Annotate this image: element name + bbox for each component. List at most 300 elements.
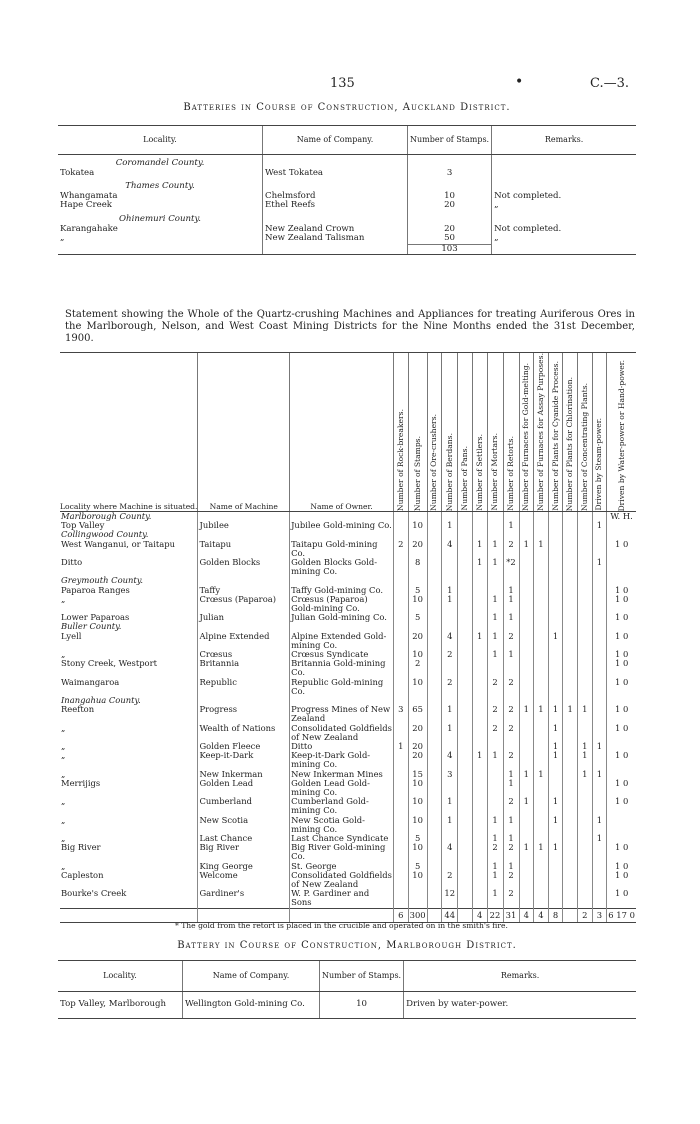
column-header: [198, 353, 290, 512]
locality-cell: Big River: [61, 842, 101, 853]
value-cell: 1: [487, 862, 503, 871]
empty-cell: [458, 576, 473, 585]
value-cell: [458, 595, 473, 613]
value-cell: [534, 595, 549, 613]
empty-cell: [472, 576, 487, 585]
empty-cell: [492, 244, 636, 255]
column-header: [548, 353, 563, 512]
value-cell: 1 0: [607, 751, 636, 769]
value-cell: 1: [487, 834, 503, 843]
value-cell: 1: [503, 586, 519, 595]
total-cell: 2: [578, 908, 593, 922]
value-cell: [427, 595, 442, 613]
value-cell: 1: [503, 595, 519, 613]
company-cell: West Tokatea: [263, 169, 408, 179]
machine-cell: Welcome: [198, 871, 290, 889]
value-cell: [458, 751, 473, 769]
value-cell: [592, 797, 607, 815]
value-cell: [472, 816, 487, 834]
column-header: Name of Company.: [263, 126, 408, 155]
value-cell: 1: [442, 816, 458, 834]
column-header: [290, 353, 394, 512]
value-cell: [427, 779, 442, 797]
column-header-label: Number of Furnaces for Assay Purposes.: [535, 353, 545, 511]
value-cell: [563, 770, 578, 779]
value-cell: *2: [503, 558, 519, 576]
value-cell: [578, 889, 593, 908]
owner-cell: Golden Blocks Gold-mining Co.: [290, 558, 394, 576]
value-cell: [427, 678, 442, 696]
value-cell: [534, 632, 549, 650]
table-row: [60, 595, 636, 613]
value-cell: 1 0: [607, 595, 636, 613]
value-cell: 1: [472, 632, 487, 650]
value-cell: 1 0: [607, 797, 636, 815]
value-cell: 1: [487, 613, 503, 622]
value-cell: [458, 586, 473, 595]
value-cell: [394, 650, 409, 659]
value-cell: [534, 586, 549, 595]
empty-cell: [487, 576, 503, 585]
value-cell: [578, 521, 593, 530]
value-cell: 2: [503, 678, 519, 696]
value-cell: [458, 613, 473, 622]
value-cell: [487, 521, 503, 530]
column-header: [60, 353, 198, 512]
value-cell: [534, 889, 549, 908]
empty-cell: [578, 530, 593, 539]
value-cell: [519, 751, 534, 769]
value-cell: [592, 659, 607, 677]
total-cell: 44: [442, 908, 458, 922]
value-cell: [394, 871, 409, 889]
value-cell: [534, 558, 549, 576]
value-cell: 20: [408, 724, 427, 742]
empty-cell: [578, 576, 593, 585]
value-cell: [519, 586, 534, 595]
value-cell: [563, 650, 578, 659]
empty-cell: [263, 155, 408, 169]
value-cell: [519, 889, 534, 908]
value-cell: [458, 816, 473, 834]
value-cell: [519, 742, 534, 751]
value-cell: [563, 816, 578, 834]
value-cell: 20: [408, 540, 427, 558]
table-row: [60, 558, 636, 576]
value-cell: 1: [503, 521, 519, 530]
column-header: Locality.: [58, 126, 263, 155]
table-row: [58, 234, 636, 244]
value-cell: [472, 770, 487, 779]
value-cell: 1: [534, 770, 549, 779]
wh-note: W. H.: [607, 511, 636, 521]
empty-cell: [492, 211, 636, 225]
value-cell: 2: [394, 540, 409, 558]
value-cell: [592, 613, 607, 622]
locality-cell: „: [61, 722, 66, 733]
empty-cell: [458, 696, 473, 705]
remarks-cell: „: [492, 234, 636, 244]
remarks-cell: „: [492, 201, 636, 211]
value-cell: [563, 595, 578, 613]
owner-cell: Crœsus (Paparoa) Gold-mining Co.: [290, 595, 394, 613]
empty-cell: [394, 511, 409, 521]
value-cell: [592, 751, 607, 769]
value-cell: 2: [503, 540, 519, 558]
column-header: Name of Company.: [183, 961, 320, 992]
value-cell: [563, 613, 578, 622]
value-cell: [427, 862, 442, 871]
empty-cell: [427, 511, 442, 521]
value-cell: [487, 659, 503, 677]
value-cell: 1: [578, 751, 593, 769]
total-cell: 6: [394, 908, 409, 922]
value-cell: [442, 659, 458, 677]
value-cell: 65: [408, 705, 427, 723]
owner-cell: Julian Gold-mining Co.: [290, 613, 394, 622]
value-cell: [563, 724, 578, 742]
value-cell: 1: [503, 613, 519, 622]
value-cell: 2: [408, 659, 427, 677]
value-cell: 1 0: [607, 724, 636, 742]
value-cell: [427, 613, 442, 622]
value-cell: [394, 889, 409, 908]
empty-cell: [563, 530, 578, 539]
empty-cell: [534, 511, 549, 521]
value-cell: [394, 724, 409, 742]
empty-cell: [563, 622, 578, 631]
owner-cell: Keep-it-Dark Gold-mining Co.: [290, 751, 394, 769]
column-header: [458, 353, 473, 512]
owner-cell: Taitapu Gold-mining Co.: [290, 540, 394, 558]
value-cell: 2: [503, 751, 519, 769]
value-cell: 10: [408, 595, 427, 613]
value-cell: [607, 816, 636, 834]
value-cell: 1: [442, 595, 458, 613]
value-cell: 4: [442, 632, 458, 650]
value-cell: 1 0: [607, 650, 636, 659]
value-cell: 1: [534, 843, 549, 861]
value-cell: [592, 779, 607, 797]
value-cell: [578, 834, 593, 843]
column-header: [578, 353, 593, 512]
value-cell: [534, 779, 549, 797]
table-header-row: [58, 961, 636, 992]
empty-cell: [263, 244, 408, 255]
machine-cell: Britannia: [198, 659, 290, 677]
value-cell: [427, 540, 442, 558]
remarks-cell: Not completed.: [492, 192, 636, 202]
locality-cell: „: [61, 860, 66, 871]
value-cell: [534, 862, 549, 871]
owner-cell: Big River Gold-mining Co.: [290, 843, 394, 861]
value-cell: [563, 843, 578, 861]
column-header-label: Number of Rock-breakers.: [395, 408, 405, 511]
value-cell: [427, 843, 442, 861]
stamps-cell: 10: [408, 192, 492, 202]
value-cell: [534, 613, 549, 622]
column-header: [472, 353, 487, 512]
value-cell: [578, 678, 593, 696]
value-cell: [592, 595, 607, 613]
machines-table-body: [60, 511, 636, 922]
total-cell: 4: [534, 908, 549, 922]
value-cell: 2: [503, 889, 519, 908]
value-cell: [519, 659, 534, 677]
empty-cell: [563, 511, 578, 521]
value-cell: [548, 613, 563, 622]
machine-cell: New Scotia: [198, 816, 290, 834]
value-cell: [519, 595, 534, 613]
value-cell: [394, 862, 409, 871]
value-cell: [458, 558, 473, 576]
value-cell: 1: [487, 632, 503, 650]
owner-cell: Consolidated Goldfields of New Zealand: [291, 722, 392, 742]
value-cell: [394, 659, 409, 677]
empty-cell: [58, 244, 263, 255]
column-header: Locality.: [58, 961, 183, 992]
machine-cell: Golden Blocks: [198, 558, 290, 576]
value-cell: [472, 779, 487, 797]
value-cell: [563, 779, 578, 797]
stamps-cell: 3: [408, 169, 492, 179]
value-cell: 1: [472, 558, 487, 576]
value-cell: [519, 613, 534, 622]
owner-cell: Progress Mines of New Zealand: [290, 705, 394, 723]
empty-cell: [534, 622, 549, 631]
table-row: [58, 201, 636, 211]
value-cell: 20: [408, 632, 427, 650]
empty-cell: [592, 576, 607, 585]
value-cell: [472, 871, 487, 889]
value-cell: [427, 586, 442, 595]
value-cell: [408, 889, 427, 908]
locality-cell: „: [61, 796, 66, 807]
owner-cell: W. P. Gardiner and Sons: [290, 889, 394, 908]
auckland-batteries-table: [58, 125, 636, 255]
value-cell: [563, 742, 578, 751]
column-header-label: Name of Owner.: [310, 501, 373, 511]
value-cell: [563, 678, 578, 696]
machine-cell: Progress: [198, 705, 290, 723]
value-cell: [534, 724, 549, 742]
company-cell: New Zealand Talisman: [263, 234, 408, 244]
total-cell: 4: [519, 908, 534, 922]
column-header-label: Number of Mortars.: [490, 433, 499, 511]
value-cell: 1: [548, 705, 563, 723]
table-row: [60, 659, 636, 677]
value-cell: 5: [408, 613, 427, 622]
stamps-total: 103: [408, 244, 492, 255]
value-cell: [442, 613, 458, 622]
value-cell: 1: [592, 834, 607, 843]
table-row: [58, 992, 636, 1019]
value-cell: [472, 595, 487, 613]
company-cell: Wellington Gold-mining Co.: [183, 992, 320, 1019]
value-cell: [578, 586, 593, 595]
owner-cell: Last Chance Syndicate: [290, 834, 394, 843]
value-cell: 1: [548, 751, 563, 769]
column-header: [487, 353, 503, 512]
empty-cell: [519, 576, 534, 585]
value-cell: 1: [519, 705, 534, 723]
value-cell: [472, 678, 487, 696]
value-cell: [458, 834, 473, 843]
value-cell: [458, 779, 473, 797]
value-cell: 1 0: [607, 871, 636, 889]
value-cell: [472, 862, 487, 871]
value-cell: [548, 770, 563, 779]
empty-cell: [534, 576, 549, 585]
value-cell: 1: [442, 724, 458, 742]
locality-cell: West Wanganui, or Taitapu: [61, 538, 176, 549]
value-cell: [503, 659, 519, 677]
empty-cell: [263, 211, 408, 225]
value-cell: [472, 797, 487, 815]
value-cell: 1: [592, 558, 607, 576]
table-row: [60, 871, 636, 889]
value-cell: [607, 558, 636, 576]
value-cell: [592, 724, 607, 742]
value-cell: [592, 678, 607, 696]
value-cell: [563, 659, 578, 677]
document-reference: C.—3.: [590, 76, 630, 91]
column-header-label: Number of Plants for Cyanide Process.: [550, 361, 560, 511]
locality-cell: Tokatea: [60, 167, 95, 178]
value-cell: [592, 705, 607, 723]
value-cell: 15: [408, 770, 427, 779]
value-cell: [534, 659, 549, 677]
empty-cell: [492, 178, 636, 192]
value-cell: [519, 558, 534, 576]
value-cell: 2: [487, 678, 503, 696]
machine-cell: Cumberland: [198, 797, 290, 815]
empty-cell: [548, 576, 563, 585]
value-cell: [563, 632, 578, 650]
value-cell: [427, 659, 442, 677]
statement-text: Statement showing the Whole of the Quartz-crushing Machines and Appliances for treating Auriferous Ores in the Marlborough, Nelson, and West Coast Mining Districts for the Nine Months ended the 31st December, 1900.: [65, 309, 635, 344]
value-cell: [472, 889, 487, 908]
value-cell: 8: [408, 558, 427, 576]
locality-cell: „: [61, 814, 66, 825]
value-cell: [427, 770, 442, 779]
column-header-label: Number of Plants for Chlorination.: [565, 376, 575, 511]
stamps-cell: 20: [408, 225, 492, 235]
empty-cell: [592, 622, 607, 631]
value-cell: [578, 595, 593, 613]
locality-cell: „: [61, 833, 66, 844]
owner-cell: Crœsus Syndicate: [290, 650, 394, 659]
stamps-cell: 50: [408, 234, 492, 244]
value-cell: 2: [487, 724, 503, 742]
value-cell: [563, 540, 578, 558]
empty-cell: [458, 511, 473, 521]
value-cell: 10: [408, 521, 427, 530]
total-row: [58, 244, 636, 255]
value-cell: 1 0: [607, 779, 636, 797]
value-cell: [563, 521, 578, 530]
value-cell: [563, 797, 578, 815]
table-row: [60, 705, 636, 723]
county-row: [58, 155, 636, 169]
value-cell: [394, 751, 409, 769]
value-cell: 1: [472, 751, 487, 769]
value-cell: 1 0: [607, 540, 636, 558]
column-header: [534, 353, 549, 512]
table-row: [60, 540, 636, 558]
value-cell: [563, 862, 578, 871]
machine-cell: Taffy: [198, 586, 290, 595]
value-cell: [458, 540, 473, 558]
value-cell: 1: [442, 521, 458, 530]
empty-cell: [472, 696, 487, 705]
empty-cell: [578, 511, 593, 521]
value-cell: [592, 871, 607, 889]
value-cell: [472, 650, 487, 659]
table-row: [60, 724, 636, 742]
value-cell: 1: [519, 540, 534, 558]
machine-cell: Jubilee: [198, 521, 290, 530]
value-cell: 20: [408, 742, 427, 751]
value-cell: [472, 586, 487, 595]
total-cell: 300: [408, 908, 427, 922]
remarks-cell: Not completed.: [492, 225, 636, 235]
value-cell: [607, 521, 636, 530]
locality-cell: Lower Paparoas: [61, 612, 130, 623]
value-cell: [394, 779, 409, 797]
value-cell: [394, 678, 409, 696]
table-row: [60, 632, 636, 650]
locality-cell: Reefton: [61, 704, 95, 715]
value-cell: [472, 521, 487, 530]
empty-cell: [592, 696, 607, 705]
value-cell: [394, 613, 409, 622]
locality-cell: Capleston: [61, 869, 104, 880]
value-cell: 2: [503, 871, 519, 889]
empty-cell: [458, 530, 473, 539]
owner-cell: New Inkerman Mines: [290, 770, 394, 779]
value-cell: 1: [548, 742, 563, 751]
value-cell: 1: [442, 705, 458, 723]
value-cell: [534, 816, 549, 834]
value-cell: [487, 770, 503, 779]
value-cell: 10: [408, 816, 427, 834]
page-number: 135: [330, 76, 355, 91]
column-header-label: Number of Berdans.: [444, 432, 454, 511]
table-header-row: [58, 126, 636, 155]
locality-cell: Waimangaroa: [61, 676, 120, 687]
column-header-label: Driven by Steam-power.: [594, 418, 604, 511]
value-cell: 1: [442, 586, 458, 595]
owner-cell: Alpine Extended Gold-mining Co.: [290, 632, 394, 650]
value-cell: [548, 521, 563, 530]
empty-cell: [427, 530, 442, 539]
auckland-table-body: [58, 155, 636, 255]
value-cell: [548, 678, 563, 696]
value-cell: [563, 558, 578, 576]
value-cell: 4: [442, 751, 458, 769]
value-cell: [519, 724, 534, 742]
value-cell: 1: [487, 751, 503, 769]
value-cell: [472, 705, 487, 723]
total-cell: [563, 908, 578, 922]
value-cell: [427, 705, 442, 723]
value-cell: [427, 816, 442, 834]
column-header: [442, 353, 458, 512]
empty-cell: [592, 530, 607, 539]
value-cell: [578, 843, 593, 861]
machine-cell: Golden Fleece: [198, 742, 290, 751]
